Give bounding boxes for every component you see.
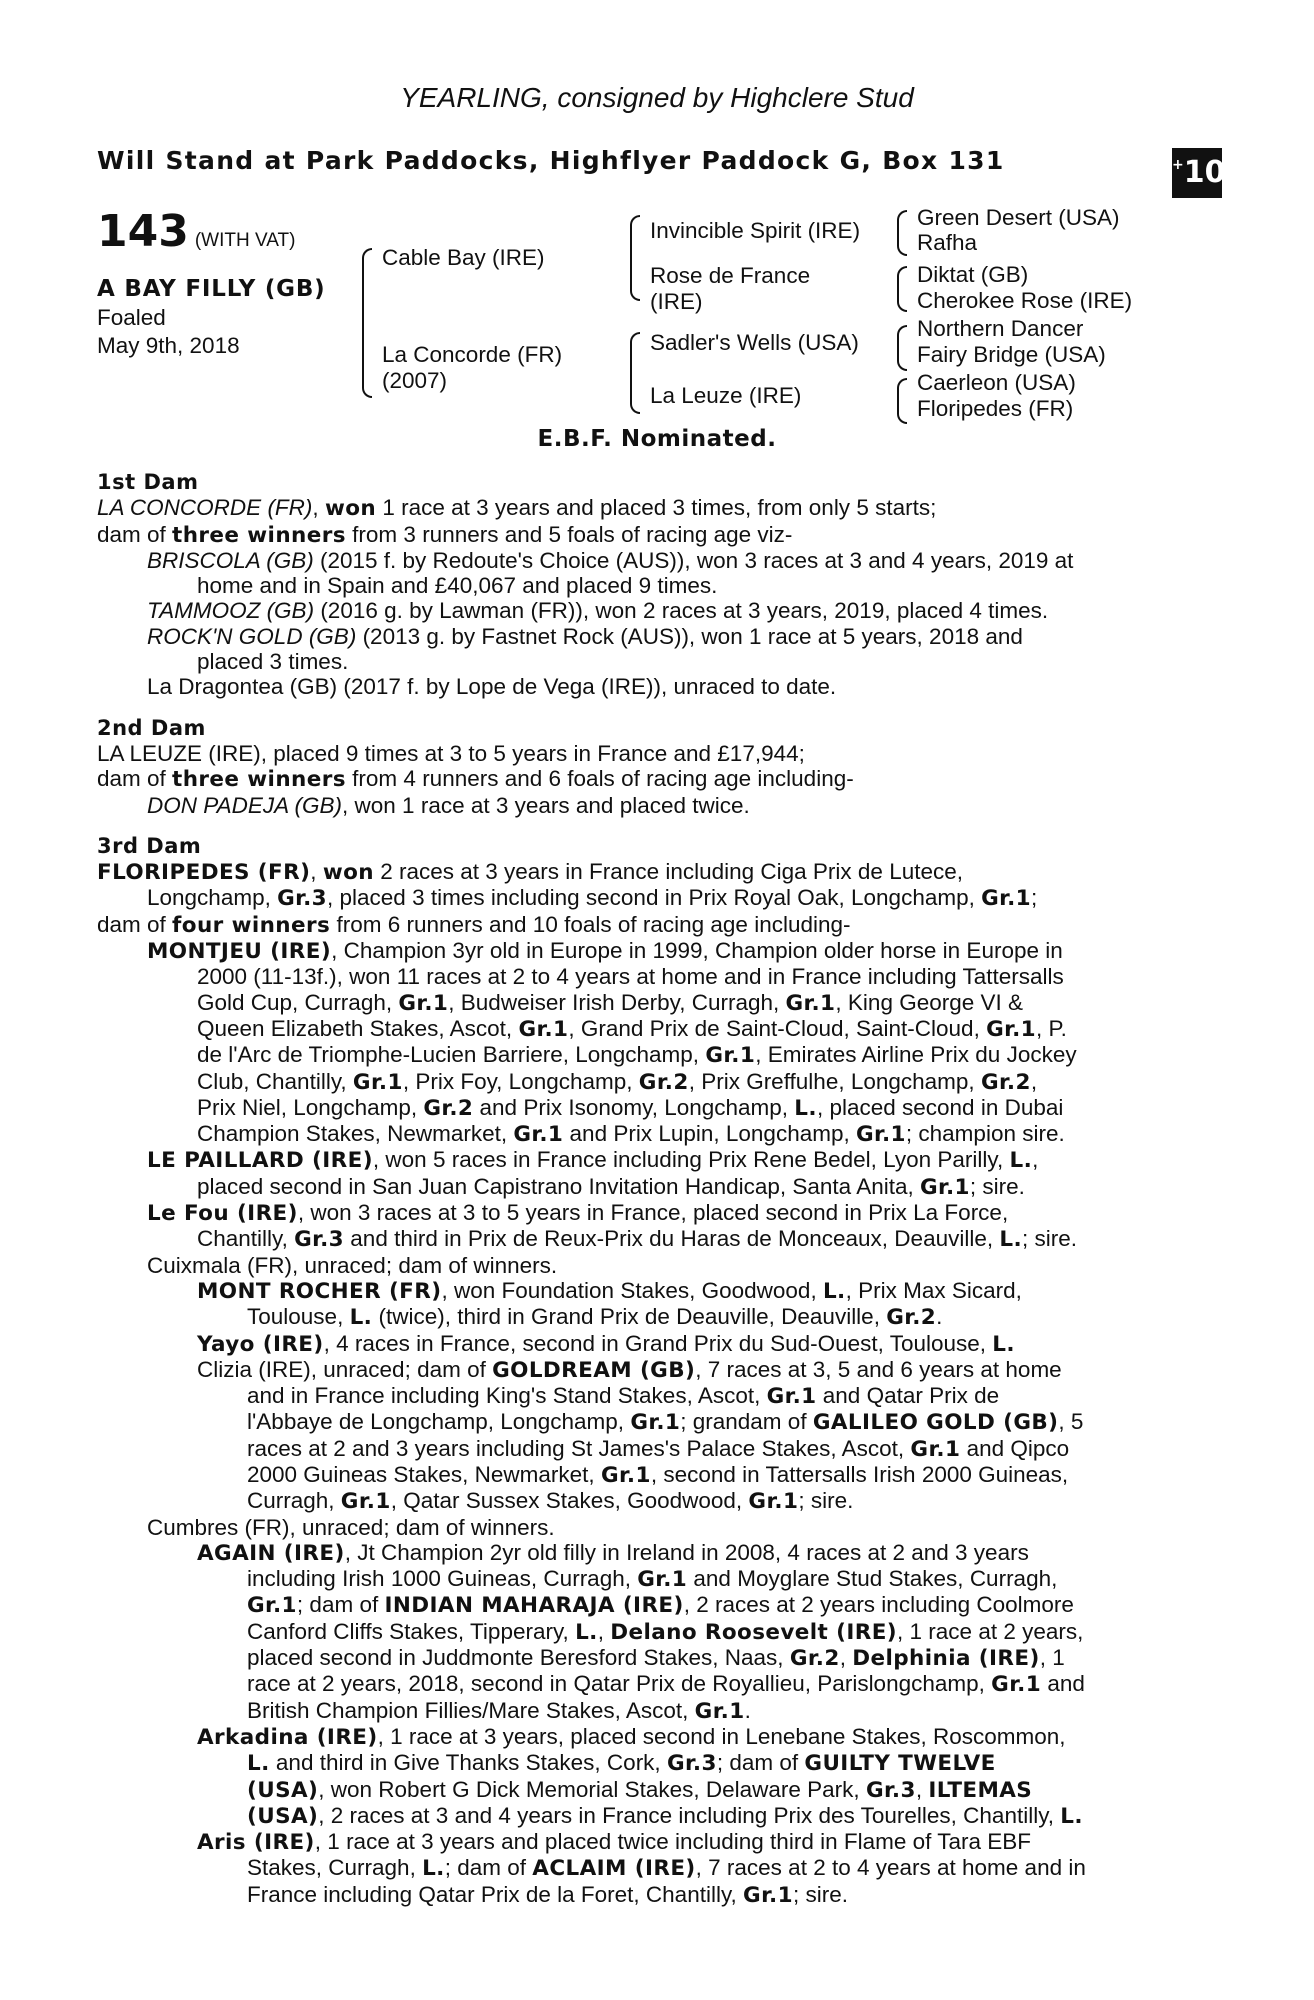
entry-text: , 7 races at 3, 5 and 6 years at home — [695, 1356, 1062, 1382]
entry-text: , Emirates Airline Prix du Jockey — [755, 1042, 1077, 1068]
entry-text: ; sire. — [792, 1881, 848, 1907]
ped-sire: Cable Bay (IRE) — [382, 245, 545, 270]
entry-text: race at 2 years, 2018, second in Qatar Prix de Royallieu, Parislongchamp, — [247, 1671, 992, 1697]
entry-text: and — [1041, 1671, 1085, 1697]
produce-entry-clizia — [197, 1357, 1197, 1515]
listed: L. — [349, 1305, 373, 1331]
entry-text: ; sire. — [1022, 1226, 1078, 1252]
entry-text: , 5 — [1058, 1409, 1084, 1435]
entry-line — [247, 1409, 1197, 1435]
produce-entry-le-paillard — [147, 1147, 1197, 1200]
winners-count: three winners — [172, 522, 346, 548]
foaled-info — [97, 304, 240, 360]
ped-sire-dam-l1: Rose de France — [650, 263, 811, 288]
entry-text: placed second in Juddmonte Beresford Stakes, Naas, — [247, 1645, 790, 1671]
entry-text: , — [839, 1645, 853, 1671]
second-dam-heading: 2nd Dam — [97, 715, 206, 740]
entry-line — [247, 1803, 1197, 1829]
dam-of-text: dam of — [97, 911, 173, 937]
third-dam-name: FLORIPEDES (FR) — [97, 860, 311, 886]
grade-1: Gr.1 — [398, 990, 449, 1016]
grade-1: Gr.1 — [910, 1436, 961, 1462]
entry-text: l'Abbaye de Longchamp, Longchamp, — [247, 1409, 631, 1435]
entry-text: , Grand Prix de Saint-Cloud, Saint-Cloud, — [568, 1015, 987, 1041]
produce-name: ROCK'N GOLD (GB) — [147, 623, 357, 649]
ped-dam-year: (2007) — [382, 368, 448, 393]
entry-line — [247, 1645, 1197, 1671]
entry-line — [197, 1174, 1197, 1200]
horse-name: ILTEMAS — [928, 1777, 1033, 1803]
won-label: won — [324, 496, 377, 522]
horse-name: (USA) — [247, 1777, 319, 1803]
entry-text: Chantilly, — [197, 1226, 295, 1252]
ped-dss: Northern Dancer — [917, 316, 1084, 341]
produce-line — [147, 624, 1197, 649]
entry-text: , won 5 races in France including Prix Rene Bedel, Lyon Parilly, — [372, 1147, 1010, 1173]
produce-name: BRISCOLA (GB) — [147, 547, 314, 573]
ped-ddd: Floripedes (FR) — [917, 396, 1074, 421]
entry-text: Toulouse, — [247, 1304, 350, 1330]
grade-1: Gr.1 — [352, 1069, 403, 1095]
horse-name: Aris (IRE) — [197, 1830, 315, 1856]
horse-name: GALILEO GOLD (GB) — [812, 1410, 1059, 1436]
entry-text: , 7 races at 2 to 4 years at home and in — [695, 1855, 1086, 1881]
produce-entry-cuixmala: Cuixmala (FR), unraced; dam of winners. — [147, 1252, 558, 1278]
entry-text: placed second in San Juan Capistrano Invitation Handicap, Santa Anita, — [197, 1173, 920, 1199]
winners-count: three winners — [172, 767, 346, 793]
entry-line — [247, 1488, 1197, 1514]
entry-line — [147, 1147, 1197, 1173]
ped-dds: Caerleon (USA) — [917, 370, 1076, 395]
entry-text: and Prix Lupin, Longchamp, — [563, 1121, 856, 1147]
produce-entry-le-fou — [147, 1200, 1197, 1253]
horse-name: MONT ROCHER (FR) — [197, 1278, 442, 1304]
produce-entry — [147, 598, 1197, 623]
entry-text: races at 2 and 3 years including St James's Palace Stakes, Ascot, — [247, 1435, 911, 1461]
grade-3: Gr.3 — [865, 1777, 916, 1803]
produce-entry-arkadina — [197, 1724, 1197, 1829]
entry-text: Stakes, Curragh, — [247, 1855, 423, 1881]
entry-text: de l'Arc de Triomphe-Lucien Barriere, Longchamp, — [197, 1042, 706, 1068]
grade-1: Gr.1 — [743, 1882, 793, 1908]
entry-text: Canford Cliffs Stakes, Tipperary, — [247, 1618, 576, 1644]
produce-entry-montjeu — [147, 938, 1197, 1147]
won-label: won — [322, 860, 374, 886]
listed: L. — [1060, 1803, 1083, 1829]
horse-name: LE PAILLARD (IRE) — [147, 1148, 373, 1174]
first-dam-name: LA CONCORDE (FR) — [97, 495, 313, 521]
dam-of-text: dam of — [97, 521, 173, 547]
entry-text: ; sire. — [798, 1488, 854, 1514]
produce-line — [147, 598, 1197, 623]
entry-line — [197, 1829, 1197, 1855]
dam-of-rest: from 4 runners and 6 foals of racing age including- — [345, 766, 854, 792]
grade-1: Gr.1 — [513, 1122, 564, 1148]
ped-sds: Diktat (GB) — [917, 262, 1029, 287]
entry-text: , 1 race at 3 years and placed twice including third in Flame of Tara EBF — [314, 1829, 1031, 1855]
produce-entry-yayo — [197, 1331, 1197, 1357]
entry-line — [197, 1121, 1197, 1147]
badge-plus: + — [1172, 157, 1184, 173]
entry-line — [247, 1750, 1197, 1776]
grade-1: Gr.1 — [855, 1122, 906, 1148]
record-text: , placed 3 times including second in Prix Royal Oak, Longchamp, — [327, 885, 982, 911]
entry-text: , 1 — [1039, 1645, 1065, 1671]
pedigree-brace-2a — [630, 215, 640, 301]
grade-1: Gr.1 — [637, 1567, 688, 1593]
first-dam-heading: 1st Dam — [97, 470, 199, 494]
entry-text: , second in Tattersalls Irish 2000 Guineas, — [650, 1461, 1069, 1487]
entry-text: France including Qatar Prix de la Foret, Chantilly, — [247, 1881, 744, 1907]
entry-text: and Qipco — [960, 1435, 1070, 1461]
entry-text: ; dam of — [716, 1750, 805, 1776]
entry-line — [197, 1357, 1197, 1383]
listed: L. — [794, 1095, 817, 1121]
grade-1: Gr.1 — [247, 1593, 297, 1619]
entry-line — [197, 1331, 1197, 1357]
entry-line — [247, 1462, 1197, 1488]
ped-sire-sire: Invincible Spirit (IRE) — [650, 218, 861, 243]
entry-text: , won Foundation Stakes, Goodwood, — [441, 1277, 823, 1303]
entry-text: , Prix Greffulhe, Longchamp, — [688, 1068, 981, 1094]
stand-location: Will Stand at Park Paddocks, Highflyer Paddock G, Box 131 — [97, 146, 1005, 175]
produce-entry-aris — [197, 1829, 1197, 1908]
entry-line — [247, 1698, 1197, 1724]
horse-name: Delano Roosevelt (IRE) — [610, 1619, 898, 1645]
entry-text: (twice), third in Grand Prix de Deauville, Deauville, — [372, 1304, 887, 1330]
horse-name: Delphinia (IRE) — [852, 1646, 1040, 1672]
horse-name: AGAIN (IRE) — [197, 1540, 345, 1566]
ped-dam — [382, 342, 562, 394]
dam-of-rest: from 6 runners and 10 foals of racing age including- — [330, 911, 851, 937]
produce-entry-mont-rocher — [197, 1278, 1197, 1331]
produce-name: TAMMOOZ (GB) — [147, 598, 315, 624]
entry-text: ; sire. — [969, 1173, 1025, 1199]
entry-text: Clizia (IRE), unraced; dam of — [197, 1356, 493, 1382]
entry-line — [247, 1882, 1197, 1908]
entry-text: and third in Prix de Reux-Prix du Haras de Monceaux, Deauville, — [344, 1226, 1000, 1252]
entry-text: , Prix Foy, Longchamp, — [402, 1068, 639, 1094]
entry-line — [247, 1592, 1197, 1618]
entry-line — [247, 1436, 1197, 1462]
produce-line — [147, 793, 1197, 818]
entry-text: , won Robert G Dick Memorial Stakes, Delaware Park, — [318, 1776, 866, 1802]
entry-line — [247, 1383, 1197, 1409]
grade-2: Gr.2 — [423, 1095, 474, 1121]
entry-text: 2000 Guineas Stakes, Newmarket, — [247, 1461, 601, 1487]
entry-line — [197, 1724, 1197, 1750]
entry-line — [197, 1278, 1197, 1304]
produce-line — [147, 548, 1197, 573]
badge-number: 10 — [1183, 155, 1226, 190]
produce-entry — [147, 674, 1197, 699]
produce-name: DON PADEJA (GB) — [147, 792, 343, 818]
produce-entry-cumbres: Cumbres (FR), unraced; dam of winners. — [147, 1514, 555, 1540]
ped-ssd: Rafha — [917, 230, 978, 255]
entry-text: and Moyglare Stud Stakes, Curragh, — [687, 1566, 1058, 1592]
first-dam-text: 1 race at 3 years and placed 3 times, from only 5 starts; — [376, 495, 937, 521]
grade-1: Gr.1 — [705, 1043, 756, 1069]
entry-line — [197, 990, 1197, 1016]
listed: L. — [1009, 1148, 1033, 1174]
entry-text: Club, Chantilly, — [197, 1068, 353, 1094]
entry-line — [197, 1095, 1197, 1121]
grade-1: Gr.1 — [919, 1174, 970, 1200]
ebf-nominated: E.B.F. Nominated. — [537, 426, 777, 452]
produce-entry — [147, 624, 1197, 675]
grade-2: Gr.2 — [638, 1069, 689, 1095]
produce-text: (2016 g. by Lawman (FR)), won 2 races at 3 years, 2019, placed 4 times. — [314, 598, 1049, 624]
grade-1: Gr.1 — [748, 1489, 799, 1515]
entry-line: 2000 (11-13f.), won 11 races at 2 to 4 years at home and in France including Tattersalls — [197, 964, 1064, 990]
third-dam-record-2: Longchamp, Gr.3, placed 3 times including second in Prix Royal Oak, Longchamp, Gr.1; — [147, 885, 1038, 912]
horse-name: Yayo (IRE) — [197, 1331, 324, 1357]
horse-description: A BAY FILLY (GB) — [97, 276, 326, 302]
horse-name: GOLDREAM (GB) — [492, 1357, 696, 1383]
produce-text: (2013 g. by Fastnet Rock (AUS)), won 1 race at 5 years, 2018 and — [356, 623, 1023, 649]
entry-text: , won 3 races at 3 to 5 years in France, placed second in Prix La Force, — [297, 1200, 1009, 1226]
entry-text: Curragh, — [247, 1488, 341, 1514]
entry-text: , — [915, 1776, 929, 1802]
grade-1: Gr.1 — [785, 990, 836, 1016]
pedigree-brace-2b — [630, 332, 640, 414]
page-title: YEARLING, consigned by Highclere Stud — [400, 82, 914, 113]
grade-1: Gr.1 — [600, 1462, 651, 1488]
entry-text: , 2 races at 2 years including Coolmore — [683, 1592, 1074, 1618]
produce-entry — [147, 548, 1197, 599]
entry-text: ; champion sire. — [905, 1121, 1065, 1147]
entry-text: , — [597, 1618, 611, 1644]
grade-1: Gr.1 — [694, 1698, 745, 1724]
entry-text: ; dam of — [444, 1855, 533, 1881]
entry-line — [247, 1777, 1197, 1803]
listed: L. — [575, 1619, 598, 1645]
horse-name: MONTJEU (IRE) — [147, 939, 332, 965]
catalogue-body — [97, 470, 1197, 1908]
ped-dam-sire: Sadler's Wells (USA) — [650, 330, 859, 355]
horse-name: (USA) — [247, 1803, 319, 1829]
first-dam-record: LA CONCORDE (FR), won 1 race at 3 years and placed 3 times, from only 5 starts; — [97, 495, 937, 522]
entry-line — [197, 1069, 1197, 1095]
listed: L. — [247, 1751, 270, 1777]
pedigree-brace-3a — [897, 210, 907, 256]
entry-text: including Irish 1000 Guineas, Curragh, — [247, 1566, 638, 1592]
entry-line — [197, 1226, 1197, 1252]
entry-text: , Jt Champion 2yr old filly in Ireland in 2008, 4 races at 2 and 3 years — [344, 1539, 1029, 1565]
dam-of-rest: from 3 runners and 5 foals of racing age viz- — [345, 521, 793, 547]
entry-text: Queen Elizabeth Stakes, Ascot, — [197, 1015, 519, 1041]
entry-line — [247, 1304, 1197, 1330]
vat-note: (WITH VAT) — [194, 230, 296, 251]
pedigree-brace-3d — [897, 378, 907, 424]
grade-1: Gr.1 — [986, 1016, 1036, 1042]
entry-text: , placed second in Dubai — [816, 1094, 1064, 1120]
ped-dam-dam: La Leuze (IRE) — [650, 383, 802, 408]
entry-text: , King George VI & — [835, 989, 1024, 1015]
grade-3: Gr.3 — [294, 1227, 345, 1253]
entry-text: ; dam of — [296, 1592, 385, 1618]
grade-1: Gr.1 — [630, 1410, 681, 1436]
entry-text: , — [1032, 1147, 1039, 1173]
horse-name: Arkadina (IRE) — [197, 1724, 378, 1750]
entry-text: . — [744, 1697, 751, 1723]
entry-line — [197, 1540, 1197, 1566]
horse-name: ACLAIM (IRE) — [532, 1856, 696, 1882]
pedigree-brace-1 — [362, 248, 372, 398]
horse-name: INDIAN MAHARAJA (IRE) — [384, 1593, 684, 1619]
winners-count: four winners — [172, 912, 331, 938]
entry-line — [247, 1855, 1197, 1881]
entry-text: , — [1030, 1068, 1038, 1094]
ped-sire-dam-l2: (IRE) — [650, 289, 703, 314]
entry-line — [197, 1042, 1197, 1068]
third-dam-heading: 3rd Dam — [97, 833, 202, 858]
ped-sdd: Cherokee Rose (IRE) — [917, 288, 1133, 313]
entry-text: Gold Cup, Curragh, — [197, 989, 399, 1015]
grade-1: Gr.1 — [981, 886, 1032, 912]
entry-text: , 4 races in France, second in Grand Prix du Sud-Ouest, Toulouse, — [323, 1330, 993, 1356]
entry-text: , 2 races at 3 and 4 years in France including Prix des Tourelles, Chantilly, — [318, 1802, 1061, 1828]
listed: L. — [822, 1278, 846, 1304]
entry-line — [247, 1619, 1197, 1645]
produce-line: home and in Spain and £40,067 and placed 9 times. — [197, 573, 718, 599]
ped-dam-name: La Concorde (FR) — [382, 342, 563, 367]
produce-entry-again — [197, 1540, 1197, 1724]
lot-number: 143 — [97, 206, 189, 257]
produce-line: La Dragontea (GB) (2017 f. by Lope de Vega (IRE)), unraced to date. — [147, 674, 837, 700]
entry-text: ; grandam of — [680, 1409, 813, 1435]
lot-badge — [1172, 148, 1226, 198]
entry-text: , 1 race at 2 years, — [897, 1618, 1084, 1644]
listed: L. — [422, 1856, 445, 1882]
entry-line — [247, 1566, 1197, 1592]
produce-text: (2015 f. by Redoute's Choice (AUS)), won 3 races at 3 and 4 years, 2019 at — [313, 547, 1074, 573]
entry-text: , 1 race at 3 years, placed second in Lenebane Stakes, Roscommon, — [377, 1723, 1066, 1749]
entry-text: and in France including King's Stand Stakes, Ascot, — [247, 1383, 767, 1409]
record-text: 2 races at 3 years in France including Ciga Prix de Lutece, — [373, 859, 964, 885]
second-dam-record: LA LEUZE (IRE), placed 9 times at 3 to 5 years in France and £17,944; — [97, 740, 805, 766]
grade-1: Gr.1 — [991, 1672, 1042, 1698]
horse-name: Le Fou (IRE) — [147, 1201, 298, 1227]
entry-line — [147, 1200, 1197, 1226]
third-dam-produce — [97, 912, 1197, 938]
grade-1: Gr.1 — [340, 1489, 391, 1515]
produce-line: placed 3 times. — [197, 649, 349, 675]
foaled-label: Foaled — [97, 305, 166, 330]
dam-of-text: dam of — [97, 766, 173, 792]
third-dam-record: FLORIPEDES (FR), won 2 races at 3 years in France including Ciga Prix de Lutece, — [97, 859, 964, 886]
entry-text: Prix Niel, Longchamp, — [197, 1094, 424, 1120]
entry-line — [247, 1671, 1197, 1697]
entry-line — [197, 1016, 1197, 1042]
grade-1: Gr.1 — [518, 1016, 569, 1042]
pedigree-brace-3c — [897, 325, 907, 371]
entry-text: Champion Stakes, Newmarket, — [197, 1121, 514, 1147]
entry-text: , Qatar Sussex Stakes, Goodwood, — [390, 1488, 749, 1514]
listed: L. — [999, 1227, 1023, 1253]
entry-text: , Budweiser Irish Derby, Curragh, — [448, 989, 786, 1015]
horse-name: GUILTY TWELVE — [804, 1751, 996, 1777]
first-dam-produce — [97, 522, 1197, 548]
listed: L. — [992, 1331, 1015, 1357]
entry-text: and Prix Isonomy, Longchamp, — [473, 1094, 795, 1120]
grade-2: Gr.2 — [886, 1305, 937, 1331]
entry-text: , Champion 3yr old in Europe in 1999, Champion older horse in Europe in — [331, 938, 1063, 964]
grade-3: Gr.3 — [277, 886, 328, 912]
grade-3: Gr.3 — [666, 1751, 717, 1777]
record-text: Longchamp, — [147, 885, 278, 911]
grade-2: Gr.2 — [980, 1069, 1031, 1095]
entry-text: . — [936, 1304, 943, 1330]
entry-text: , Prix Max Sicard, — [845, 1277, 1022, 1303]
entry-text: and Qatar Prix de — [816, 1383, 1000, 1409]
second-dam-produce — [97, 766, 1197, 792]
grade-2: Gr.2 — [789, 1646, 840, 1672]
pedigree-brace-3b — [897, 266, 907, 312]
entry-line — [147, 938, 1197, 964]
entry-text: British Champion Fillies/Mare Stakes, Ascot, — [247, 1697, 695, 1723]
produce-text: , won 1 race at 3 years and placed twice. — [342, 792, 750, 818]
grade-1: Gr.1 — [766, 1384, 817, 1410]
ped-dsd: Fairy Bridge (USA) — [917, 342, 1106, 367]
ped-sire-dam — [650, 263, 810, 315]
lot-heading — [97, 206, 295, 257]
ped-sss: Green Desert (USA) — [917, 205, 1120, 230]
foaled-date: May 9th, 2018 — [97, 333, 240, 358]
entry-text: and third in Give Thanks Stakes, Cork, — [269, 1750, 667, 1776]
entry-text: , P. — [1036, 1015, 1067, 1041]
